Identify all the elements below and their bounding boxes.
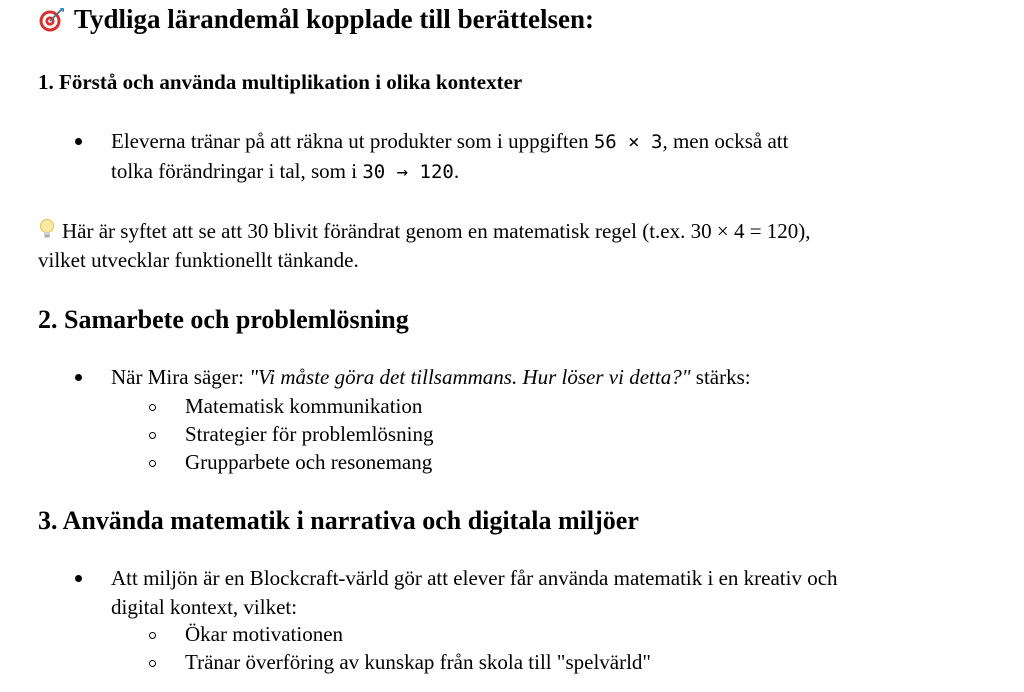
bullet-dot <box>75 138 82 145</box>
section-3-heading: 3. Använda matematik i narrativa och digitala miljöer <box>38 506 639 535</box>
bullet-dot <box>75 374 82 381</box>
section-1-bullet <box>38 127 998 187</box>
circle-bullet <box>149 404 156 411</box>
code-expression: 30 → 120 <box>362 161 454 183</box>
section-1-bullet-line-1: Eleverna tränar på att räkna ut produkter som i uppgiften 56 × 3, men också att <box>111 129 789 153</box>
circle-bullet <box>149 432 156 439</box>
code-expression: 56 × 3 <box>593 131 663 153</box>
mira-quote: "Vi måste göra det tillsammans. Hur löser vi detta?" <box>249 365 691 389</box>
circle-bullet <box>149 632 156 639</box>
section-1-heading: 1. Förstå och använda multiplikation i olika kontexter <box>38 70 523 94</box>
bullet-dot <box>75 575 82 582</box>
target-icon <box>38 6 66 34</box>
page-title-text: Tydliga lärandemål kopplade till berättelsen: <box>74 4 595 34</box>
section-3-subitem: Ökar motivationen <box>38 620 738 649</box>
section-3-subitem: Tränar överföring av kunskap från skola till "spelvärld" <box>38 648 838 677</box>
section-2-subitem: Grupparbete och resonemang <box>38 448 638 477</box>
section-1-bullet-line-2: tolka förändringar i tal, som i 30 → 120. <box>111 159 460 183</box>
lightbulb-icon <box>38 218 56 240</box>
section-2-subitem: Strategier för problemlösning <box>38 420 638 449</box>
page-title <box>38 4 594 35</box>
section-2-heading: 2. Samarbete och problemlösning <box>38 305 409 334</box>
circle-bullet <box>149 460 156 467</box>
section-2-bullet: När Mira säger: "Vi måste göra det tillsammans. Hur löser vi detta?" stärks: <box>38 363 998 393</box>
circle-bullet <box>149 660 156 667</box>
section-2-subitem: Matematisk kommunikation <box>38 392 638 421</box>
section-3-bullet: Att miljön är en Blockcraft-värld gör att elever får använda matematik i en kreativ och digital kontext, vilket: <box>38 564 998 624</box>
section-1-tip: Här är syftet att se att 30 blivit förändrat genom en matematisk regel (t.ex. 30 × 4 = 120), vilket utvecklar funktionellt tänkande. <box>38 219 811 272</box>
